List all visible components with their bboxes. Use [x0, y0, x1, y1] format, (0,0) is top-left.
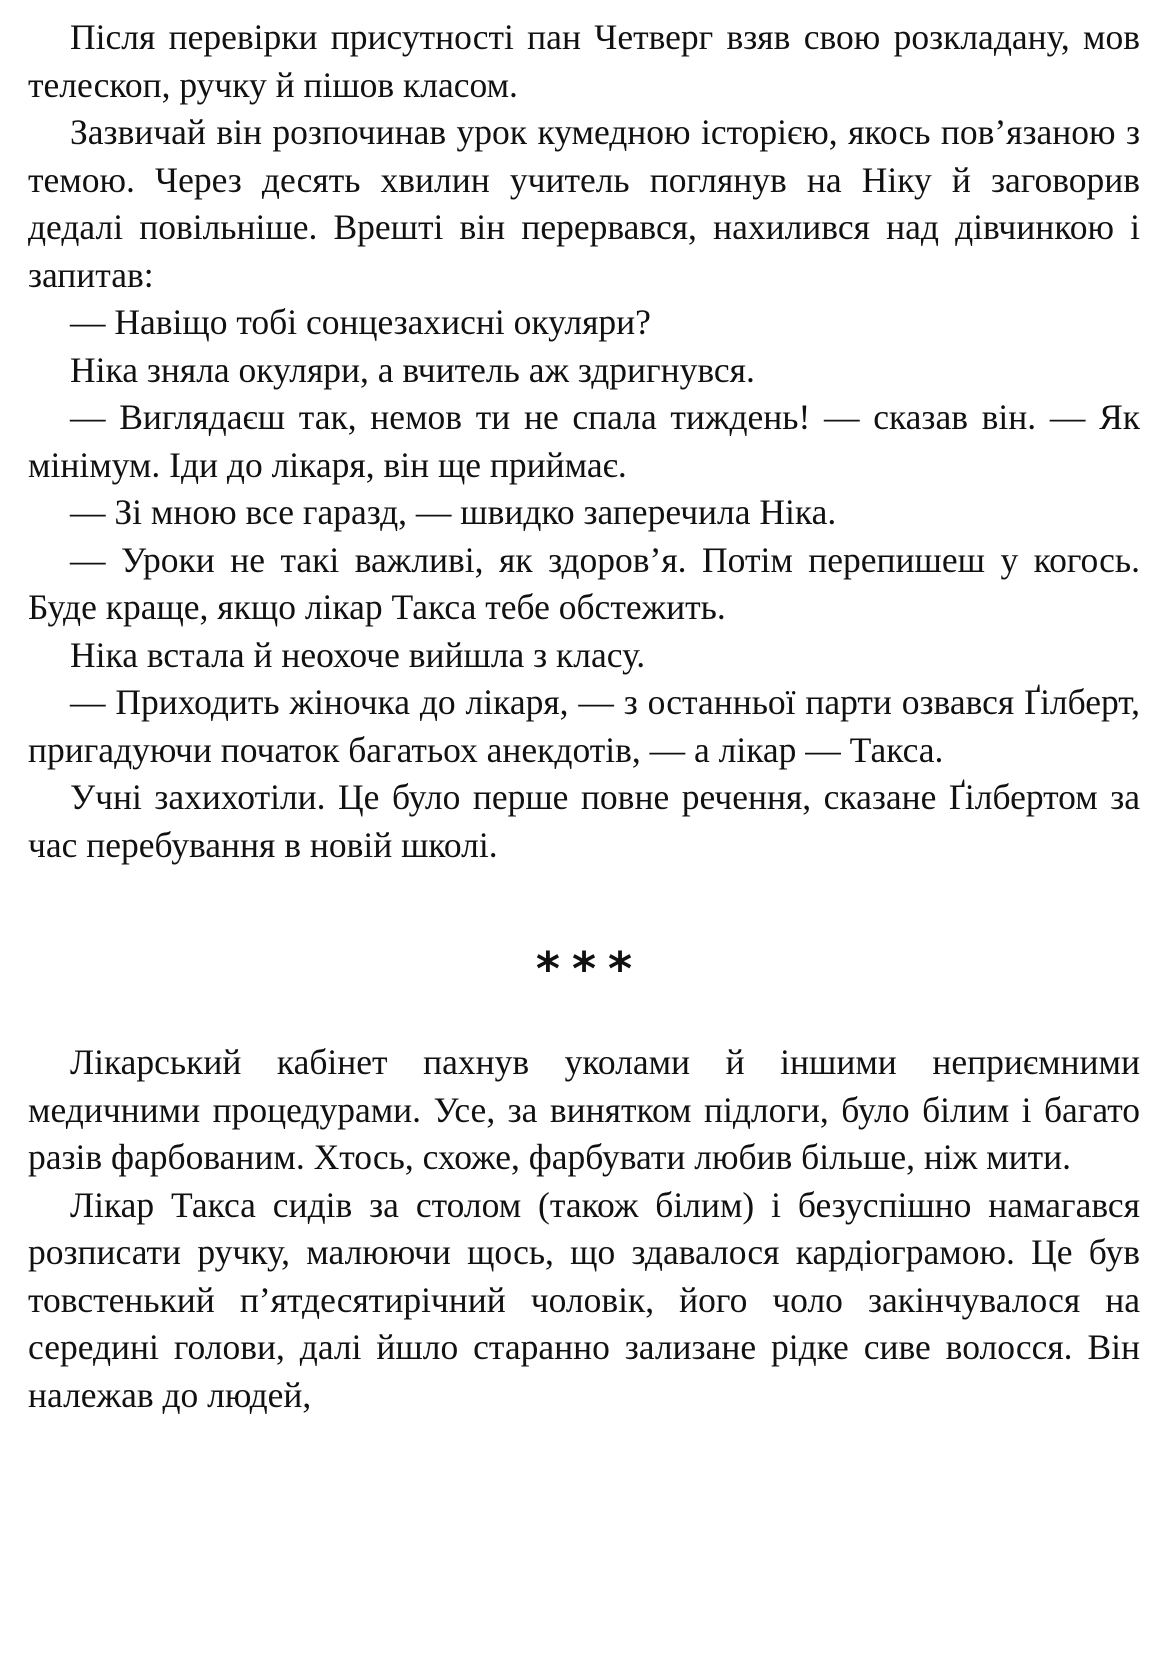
paragraph: Після перевірки присутності пан Четверг взяв свою розкладану, мов телескоп, ручку й пішов класом.: [28, 17, 1140, 105]
paragraph: — Уроки не такі важливі, як здоров’я. Потім перепишеш у когось. Буде краще, якщо лікар Такса тебе обстежить.: [28, 539, 1140, 627]
paragraph: — Виглядаєш так, немов ти не спала тиждень! — сказав він. — Як мінімум. Іди до лікаря, він ще приймає.: [28, 397, 1140, 485]
paragraph: — Приходить жіночка до лікаря, — з останньої парти озвався Ґілберт, пригадуючи початок багатьох анекдотів, — а лікар — Такса.: [28, 682, 1140, 770]
paragraph: Ніка встала й неохоче вийшла з класу.: [70, 634, 646, 675]
section-separator: ***: [535, 942, 645, 996]
book-page: [28, 14, 1140, 1419]
paragraph: Лікарський кабінет пахнув уколами й іншими неприємними медичними процедурами. Усе, за винятком підлоги, було білим і багато разів фарбованим. Хтось, схоже, фарбувати любив більше, ніж мити.: [28, 1042, 1140, 1177]
paragraph: Лікар Такса сидів за столом (також білим) і безуспішно намагався розписати ручку, малюючи щось, що здавалося кардіограмою. Це був товстенький п’ятдесятирічний чоловік, його чоло закінчувалося на середині голови, далі йшло старанно зализане рідке сиве волосся. Він належав до людей,: [28, 1184, 1140, 1415]
text-section-2: [28, 1039, 1140, 1419]
paragraph: — Зі мною все гаразд, — швидко заперечила Ніка.: [70, 492, 837, 532]
text-section-1: [28, 14, 1140, 869]
paragraph: Зазвичай він розпочинав урок кумедною історією, якось пов’язаною з темою. Через десять хвилин учитель поглянув на Ніку й заговорив дедалі повільніше. Врешті він перервався, нахилився над дівчинкою і запитав:: [28, 112, 1140, 295]
paragraph: Учні захихотіли. Це було перше повне речення, сказане Ґілбертом за час перебування в новій школі.: [28, 777, 1140, 865]
paragraph: — Навіщо тобі сонцезахисні окуляри?: [70, 302, 651, 342]
paragraph: Ніка зняла окуляри, а вчитель аж здригнувся.: [70, 349, 755, 390]
